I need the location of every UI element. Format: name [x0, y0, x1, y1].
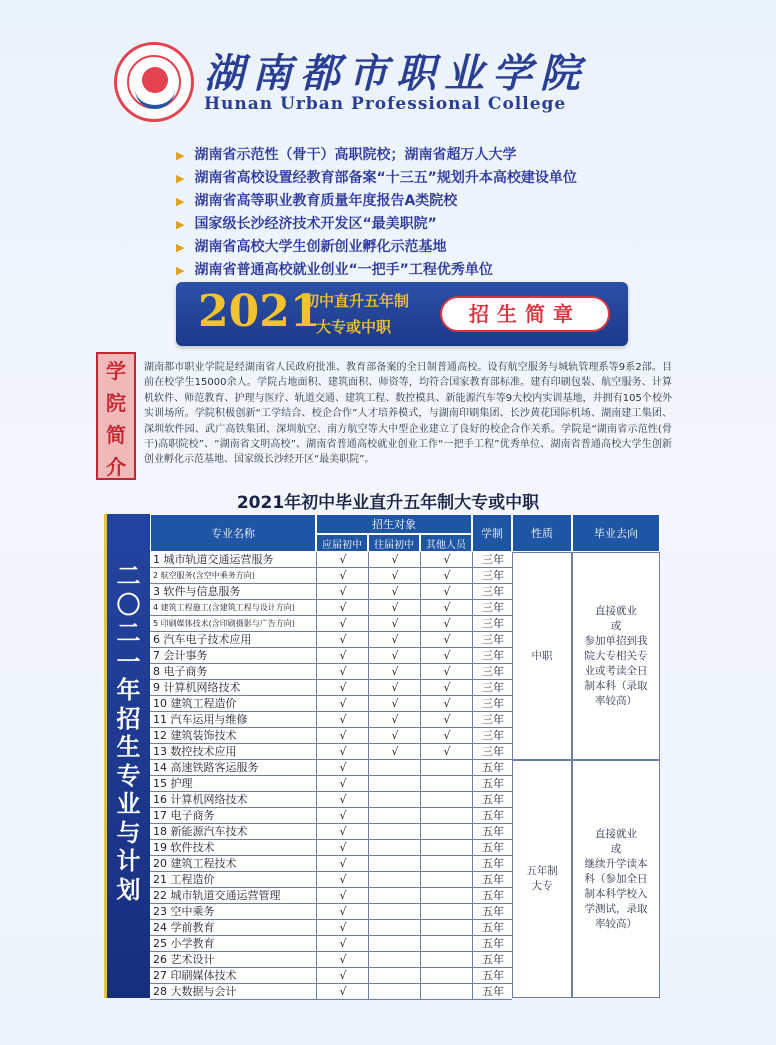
intro-paragraph: 湖南都市职业学院是经湖南省人民政府批准、教育部备案的全日制普通高校。设有航空服务与城轨管理系等9系2部。目前在校学生15000余人。学院占地面积、建筑面积、师资等，均符合国家教育部标准。建有印刷包装、航空服务、计算机软件、师范教育、护理与医疗、轨道交通、建筑工程、数控模具、新能源汽车等9大校内实训基地，并拥有105个校外实训场所。学院积极创新“工学结合、校企合作”人才培养模式，与湖南印刷集团、长沙黄花国际机场、湖南建工集团、深圳软件园、武广高铁集团、深圳航空、南方航空等大中型企业建立了良好的校企合作关系。学院是“湖南省示范性(骨干)高职院校”、“湖南省文明高校”、湖南省普通高校就业创业工作“一把手工程”优秀单位、湖南省普通高校大学生创新创业孵化示范基地、国家级长沙经开区“最美职院”。: [144, 362, 672, 466]
target-check-cell: [420, 760, 473, 775]
major-name-cell: 21 工程造价: [153, 873, 215, 886]
target-check-cell: √: [420, 552, 473, 567]
table-row: [150, 792, 512, 808]
major-name-cell: 6 汽车电子技术应用: [153, 633, 252, 646]
side-label-char: 与: [116, 817, 141, 847]
table-row: [150, 664, 512, 680]
major-name-cell: 4 建筑工程施工(含建筑工程与设计方向): [153, 603, 295, 612]
destination-line: 制本科学校入: [584, 887, 648, 900]
major-name-cell: 12 建筑装饰技术: [153, 729, 237, 742]
target-check-cell: [368, 984, 421, 999]
target-check-cell: √: [316, 728, 369, 743]
table-row: [150, 600, 512, 616]
banner-pill: 招生简章: [440, 296, 610, 332]
nature-zhongzhi-text: 中职: [531, 649, 553, 662]
header-major: 专业名称: [150, 514, 316, 552]
years-cell: 五年: [472, 792, 513, 807]
target-check-cell: √: [316, 952, 369, 967]
triangle-bullet-icon: ▶: [176, 172, 185, 185]
major-name-cell: 24 学前教育: [153, 921, 215, 934]
honor-item: [176, 190, 577, 213]
target-check-cell: √: [368, 696, 421, 711]
honors-list: [176, 144, 577, 282]
target-check-cell: √: [316, 600, 369, 615]
target-check-cell: [368, 952, 421, 967]
target-check-cell: √: [368, 680, 421, 695]
major-name-cell: 13 数控技术应用: [153, 745, 237, 758]
honor-text: 国家级长沙经济技术开发区“最美职院”: [194, 216, 437, 232]
years-cell: 三年: [472, 664, 513, 679]
target-check-cell: √: [316, 568, 369, 583]
years-cell: 三年: [472, 600, 513, 615]
target-check-cell: √: [316, 648, 369, 663]
header-nature: 性质: [512, 514, 572, 552]
target-check-cell: √: [368, 728, 421, 743]
major-name-cell: 19 软件技术: [153, 841, 215, 854]
years-cell: 三年: [472, 728, 513, 743]
college-name-cn: 湖南都市职业学院: [204, 50, 588, 97]
target-check-cell: [368, 904, 421, 919]
honor-text: 湖南省高校大学生创新创业孵化示范基地: [194, 239, 447, 255]
honor-text: 湖南省高校设置经教育部备案“十三五”规划升本高校建设单位: [194, 170, 577, 186]
target-check-cell: √: [316, 616, 369, 631]
target-check-cell: [420, 824, 473, 839]
target-check-cell: [420, 888, 473, 903]
target-check-cell: √: [316, 824, 369, 839]
target-check-cell: √: [316, 808, 369, 823]
table-row: [150, 776, 512, 792]
target-check-cell: [368, 760, 421, 775]
major-name-cell: 3 软件与信息服务: [153, 585, 241, 598]
table-row: [150, 568, 512, 584]
target-check-cell: √: [420, 712, 473, 727]
banner-year: 2021: [198, 286, 321, 337]
target-check-cell: [420, 904, 473, 919]
table-row: [150, 920, 512, 936]
major-name-cell: 16 计算机网络技术: [153, 793, 248, 806]
destination-line: 院大专相关专: [584, 649, 648, 662]
major-name-cell: 7 会计事务: [153, 649, 208, 662]
years-cell: 三年: [472, 680, 513, 695]
side-vertical-label: [104, 514, 150, 998]
major-name-cell: 27 印刷媒体技术: [153, 969, 237, 982]
target-check-cell: [420, 856, 473, 871]
honor-item: [176, 167, 577, 190]
major-name-cell: 8 电子商务: [153, 665, 208, 678]
triangle-bullet-icon: ▶: [176, 149, 185, 162]
enrollment-table: [150, 514, 660, 998]
target-check-cell: [420, 792, 473, 807]
target-check-cell: √: [316, 712, 369, 727]
destination-line: 或: [610, 842, 622, 855]
years-cell: 三年: [472, 648, 513, 663]
table-row: [150, 632, 512, 648]
side-label-char: 年: [116, 675, 141, 704]
major-name-cell: 10 建筑工程造价: [153, 697, 237, 710]
target-check-cell: √: [420, 648, 473, 663]
nature-five-year: [512, 760, 572, 998]
major-name-cell: 11 汽车运用与维修: [153, 713, 248, 726]
intro-tag: [96, 352, 136, 480]
target-check-cell: √: [368, 616, 421, 631]
target-check-cell: [368, 888, 421, 903]
side-label-char: 一: [116, 646, 141, 676]
target-check-cell: √: [368, 568, 421, 583]
table-row: [150, 680, 512, 696]
target-check-cell: √: [368, 664, 421, 679]
triangle-bullet-icon: ▶: [176, 195, 185, 208]
header-destination: 毕业去向: [572, 514, 660, 552]
college-logo: [114, 42, 194, 122]
target-check-cell: √: [420, 568, 473, 583]
banner-line-1: 初中直升五年制: [304, 292, 410, 310]
table-row: [150, 584, 512, 600]
target-check-cell: √: [316, 888, 369, 903]
target-check-cell: √: [420, 616, 473, 631]
years-cell: 五年: [472, 808, 513, 823]
side-label-char: 招: [116, 703, 141, 733]
years-cell: 五年: [472, 760, 513, 775]
target-check-cell: [368, 936, 421, 951]
side-label-char: 〇: [116, 589, 141, 619]
years-cell: 五年: [472, 776, 513, 791]
honor-item: [176, 144, 577, 167]
header-targets: 招生对象: [316, 514, 472, 534]
destination-line: 继续升学读本: [584, 857, 648, 870]
target-check-cell: [420, 776, 473, 791]
target-check-cell: [420, 808, 473, 823]
nature-line: 大专: [531, 880, 553, 892]
major-name-cell: 20 建筑工程技术: [153, 857, 237, 870]
target-check-cell: √: [316, 744, 369, 759]
side-label-char: 业: [116, 789, 141, 818]
major-name-cell: 18 新能源汽车技术: [153, 825, 248, 838]
destination-line: 制本科（录取: [584, 679, 648, 692]
major-name-cell: 15 护理: [153, 777, 193, 790]
banner-line-2: 大专或中职: [316, 318, 392, 336]
honor-item: [176, 213, 577, 236]
years-cell: 五年: [472, 936, 513, 951]
header-target-2: 往届初中: [368, 534, 420, 552]
target-check-cell: [420, 968, 473, 983]
destination-line: 直接就业: [595, 827, 637, 840]
table-row: [150, 824, 512, 840]
target-check-cell: [420, 872, 473, 887]
table-row: [150, 936, 512, 952]
years-cell: 五年: [472, 984, 513, 999]
target-check-cell: √: [316, 776, 369, 791]
table-row: [150, 696, 512, 712]
major-name-cell: 2 航空服务(含空中乘务方向): [153, 571, 255, 580]
target-check-cell: [420, 952, 473, 967]
table-row: [150, 760, 512, 776]
target-check-cell: √: [316, 792, 369, 807]
target-check-cell: √: [316, 664, 369, 679]
table-row: [150, 904, 512, 920]
table-row: [150, 712, 512, 728]
target-check-cell: √: [316, 696, 369, 711]
triangle-bullet-icon: ▶: [176, 241, 185, 254]
intro-tag-char: 简: [106, 423, 126, 447]
destination-line: 业或考读全日: [584, 664, 648, 677]
honor-text: 湖南省普通高校就业创业“一把手”工程优秀单位: [194, 262, 493, 278]
target-check-cell: √: [420, 664, 473, 679]
years-cell: 五年: [472, 856, 513, 871]
years-cell: 三年: [472, 632, 513, 647]
target-check-cell: [368, 792, 421, 807]
destination-line: 科（参加全日: [584, 872, 648, 885]
intro-tag-char: 学: [106, 359, 126, 383]
target-check-cell: √: [420, 744, 473, 759]
target-check-cell: [368, 824, 421, 839]
target-check-cell: [368, 920, 421, 935]
target-check-cell: √: [420, 728, 473, 743]
major-name-cell: 26 艺术设计: [153, 953, 215, 966]
target-check-cell: √: [316, 920, 369, 935]
triangle-bullet-icon: ▶: [176, 218, 185, 231]
years-cell: 三年: [472, 616, 513, 631]
years-cell: 三年: [472, 744, 513, 759]
table-row: [150, 648, 512, 664]
target-check-cell: √: [316, 856, 369, 871]
side-label-char: 二: [116, 561, 141, 590]
target-check-cell: √: [420, 632, 473, 647]
target-check-cell: √: [316, 680, 369, 695]
years-cell: 三年: [472, 568, 513, 583]
side-label-char: 计: [116, 846, 141, 875]
table-row: [150, 984, 512, 1000]
target-check-cell: √: [368, 584, 421, 599]
table-row: [150, 744, 512, 760]
target-check-cell: √: [316, 904, 369, 919]
target-check-cell: √: [316, 984, 369, 999]
table-row: [150, 728, 512, 744]
side-label-char: 二: [116, 618, 141, 647]
destination-line: 学测试，录取: [584, 902, 648, 915]
target-check-cell: √: [420, 680, 473, 695]
table-row: [150, 616, 512, 632]
side-label-chars: [107, 562, 150, 904]
target-check-cell: √: [316, 760, 369, 775]
triangle-bullet-icon: ▶: [176, 264, 185, 277]
target-check-cell: [368, 856, 421, 871]
target-check-cell: √: [368, 712, 421, 727]
target-check-cell: [368, 872, 421, 887]
major-name-cell: 28 大数据与会计: [153, 985, 237, 998]
target-check-cell: √: [316, 840, 369, 855]
major-name-cell: 22 城市轨道交通运营管理: [153, 889, 281, 902]
table-row: [150, 840, 512, 856]
target-check-cell: √: [420, 600, 473, 615]
target-check-cell: √: [368, 600, 421, 615]
major-name-cell: 25 小学教育: [153, 937, 215, 950]
nature-line: 五年制: [526, 865, 558, 877]
intro-tag-char: 介: [106, 455, 126, 479]
honor-text: 湖南省示范性（骨干）高职院校；湖南省超万人大学: [194, 147, 517, 163]
header-years: 学制: [472, 514, 512, 552]
target-check-cell: √: [316, 968, 369, 983]
table-row: [150, 872, 512, 888]
target-check-cell: √: [420, 696, 473, 711]
years-cell: 三年: [472, 552, 513, 567]
target-check-cell: √: [420, 584, 473, 599]
target-check-cell: √: [316, 552, 369, 567]
target-check-cell: [368, 968, 421, 983]
nature-zhongzhi: [512, 552, 572, 760]
target-check-cell: √: [368, 632, 421, 647]
major-name-cell: 23 空中乘务: [153, 905, 215, 918]
years-cell: 五年: [472, 872, 513, 887]
major-name-cell: 17 电子商务: [153, 809, 215, 822]
table-title: 2021年初中毕业直升五年制大专或中职: [236, 493, 540, 513]
target-check-cell: √: [316, 584, 369, 599]
years-cell: 三年: [472, 584, 513, 599]
side-label-char: 生: [116, 732, 141, 761]
destination-line: 或: [610, 619, 622, 632]
years-cell: 五年: [472, 888, 513, 903]
target-check-cell: [368, 776, 421, 791]
major-name-cell: 1 城市轨道交通运营服务: [153, 553, 274, 566]
table-row: [150, 552, 512, 568]
destination-line: 直接就业: [595, 604, 637, 617]
honor-item: [176, 236, 577, 259]
years-cell: 五年: [472, 952, 513, 967]
table-row: [150, 888, 512, 904]
intro-tag-char: 院: [106, 391, 126, 415]
side-label-char: 划: [116, 874, 141, 904]
side-label-char: 专: [116, 760, 141, 790]
years-cell: 五年: [472, 968, 513, 983]
major-name-cell: 14 高速铁路客运服务: [153, 761, 259, 774]
target-check-cell: [420, 920, 473, 935]
destination-five-year: [572, 760, 660, 998]
target-check-cell: √: [316, 872, 369, 887]
honor-text: 湖南省高等职业教育质量年度报告A类院校: [194, 193, 458, 209]
target-check-cell: [420, 984, 473, 999]
years-cell: 三年: [472, 696, 513, 711]
years-cell: 五年: [472, 920, 513, 935]
target-check-cell: [368, 808, 421, 823]
target-check-cell: [420, 840, 473, 855]
honor-item: [176, 259, 577, 282]
table-row: [150, 952, 512, 968]
target-check-cell: √: [316, 632, 369, 647]
years-cell: 三年: [472, 712, 513, 727]
table-row: [150, 968, 512, 984]
destination-line: 率较高）: [595, 917, 637, 930]
target-check-cell: √: [368, 744, 421, 759]
years-cell: 五年: [472, 904, 513, 919]
target-check-cell: [368, 840, 421, 855]
target-check-cell: √: [368, 552, 421, 567]
college-name-en: Hunan Urban Professional College: [204, 94, 567, 114]
header-target-1: 应届初中: [316, 534, 368, 552]
major-name-cell: 9 计算机网络技术: [153, 681, 241, 694]
target-check-cell: √: [368, 648, 421, 663]
enrollment-banner: [176, 282, 628, 346]
years-cell: 五年: [472, 824, 513, 839]
target-check-cell: [420, 936, 473, 951]
destination-line: 参加单招到我: [584, 634, 648, 647]
major-name-cell: 5 印刷媒体技术(含印刷摄影与广告方向): [153, 619, 295, 628]
destination-zhongzhi: [572, 552, 660, 760]
years-cell: 五年: [472, 840, 513, 855]
target-check-cell: √: [316, 936, 369, 951]
table-row: [150, 856, 512, 872]
header-target-3: 其他人员: [420, 534, 472, 552]
destination-line: 率较高）: [595, 694, 637, 707]
table-row: [150, 808, 512, 824]
